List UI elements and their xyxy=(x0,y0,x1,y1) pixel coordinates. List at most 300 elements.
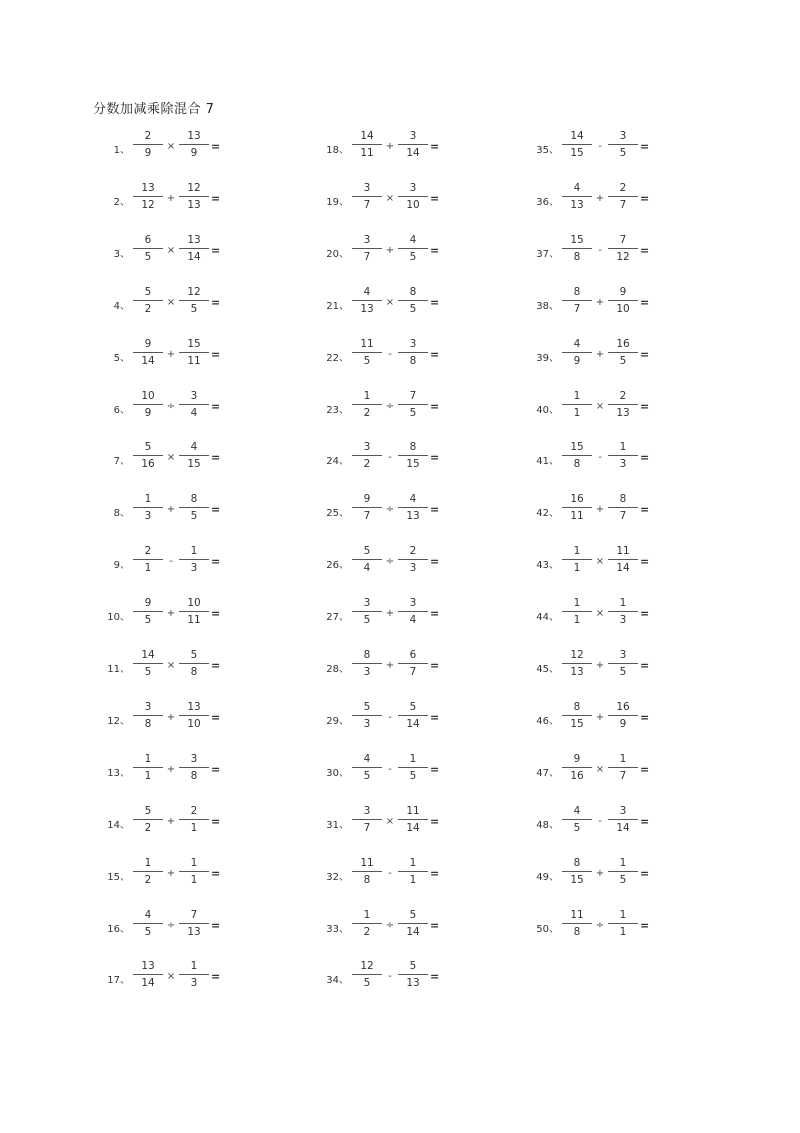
numerator: 2 xyxy=(179,805,209,820)
numerator: 11 xyxy=(352,338,382,353)
equals-sign: = xyxy=(211,710,221,724)
denominator: 3 xyxy=(619,458,627,471)
denominator: 12 xyxy=(616,250,630,263)
numerator: 1 xyxy=(352,390,382,405)
denominator: 5 xyxy=(363,769,371,782)
denominator: 1 xyxy=(190,821,198,834)
equals-sign: = xyxy=(640,347,650,361)
problem-number: 33 、 xyxy=(315,920,349,935)
denominator: 14 xyxy=(141,354,155,367)
denominator: 1 xyxy=(619,925,627,938)
equals-sign: = xyxy=(640,555,650,569)
denominator: 1 xyxy=(190,873,198,886)
problem-item xyxy=(96,338,256,372)
problem-number: 27 、 xyxy=(315,608,349,623)
numerator: 12 xyxy=(352,960,382,975)
denominator: 14 xyxy=(406,925,420,938)
second-fraction xyxy=(179,597,209,628)
numerator: 4 xyxy=(352,286,382,301)
problem-number: 12 、 xyxy=(96,712,130,727)
operator-sign: + xyxy=(166,867,176,879)
problem-item xyxy=(96,493,256,527)
equals-sign: = xyxy=(430,191,440,205)
problem-item xyxy=(96,441,256,475)
problem-number: 38 、 xyxy=(525,297,559,312)
problem-item xyxy=(315,338,475,372)
denominator: 7 xyxy=(363,821,371,834)
second-fraction xyxy=(179,909,209,940)
equals-sign: = xyxy=(430,295,440,309)
equals-sign: = xyxy=(211,866,221,880)
equals-sign: = xyxy=(211,607,221,621)
operator-sign: ÷ xyxy=(385,400,395,412)
numerator: 4 xyxy=(398,234,428,249)
second-fraction xyxy=(608,234,638,265)
equals-sign: = xyxy=(211,555,221,569)
denominator: 5 xyxy=(573,821,581,834)
numerator: 2 xyxy=(608,390,638,405)
second-fraction xyxy=(608,649,638,680)
denominator: 5 xyxy=(619,354,627,367)
problem-item xyxy=(315,493,475,527)
problem-number: 49 、 xyxy=(525,868,559,883)
denominator: 13 xyxy=(360,302,374,315)
operator-sign: - xyxy=(388,971,392,983)
operator-sign: - xyxy=(169,556,173,568)
equals-sign: = xyxy=(211,918,221,932)
numerator: 8 xyxy=(398,286,428,301)
problem-number: 4 、 xyxy=(96,297,130,312)
numerator: 13 xyxy=(179,701,209,716)
denominator: 5 xyxy=(619,873,627,886)
operator-sign: ÷ xyxy=(595,919,605,931)
numerator: 9 xyxy=(133,597,163,612)
denominator: 7 xyxy=(363,510,371,523)
first-fraction xyxy=(352,753,382,784)
first-fraction xyxy=(562,441,592,472)
numerator: 11 xyxy=(562,909,592,924)
numerator: 2 xyxy=(133,130,163,145)
denominator: 2 xyxy=(363,925,371,938)
denominator: 5 xyxy=(363,614,371,627)
second-fraction xyxy=(608,909,638,940)
equals-sign: = xyxy=(211,243,221,257)
equals-sign: = xyxy=(430,659,440,672)
first-fraction xyxy=(562,338,592,369)
first-fraction xyxy=(133,649,163,680)
equals-sign: = xyxy=(640,866,650,880)
numerator: 13 xyxy=(179,234,209,249)
denominator: 2 xyxy=(144,821,152,834)
first-fraction xyxy=(133,597,163,628)
operator-sign: ÷ xyxy=(166,919,176,931)
problem-number: 25 、 xyxy=(315,504,349,519)
first-fraction xyxy=(133,441,163,472)
denominator: 1 xyxy=(144,769,152,782)
operator-sign: + xyxy=(595,711,605,723)
denominator: 8 xyxy=(573,925,581,938)
operator-sign: × xyxy=(385,296,395,308)
denominator: 3 xyxy=(409,562,417,575)
equals-sign: = xyxy=(640,710,650,724)
problem-item xyxy=(525,753,685,787)
denominator: 16 xyxy=(141,458,155,471)
numerator: 15 xyxy=(562,441,592,456)
first-fraction xyxy=(352,338,382,369)
numerator: 15 xyxy=(562,234,592,249)
second-fraction xyxy=(608,286,638,317)
problem-number: 11 、 xyxy=(96,660,130,675)
second-fraction xyxy=(179,857,209,888)
first-fraction xyxy=(352,649,382,680)
denominator: 14 xyxy=(141,977,155,990)
denominator: 5 xyxy=(619,666,627,678)
problem-item xyxy=(96,545,256,579)
second-fraction xyxy=(398,753,428,784)
denominator: 7 xyxy=(409,666,417,678)
denominator: 5 xyxy=(144,666,152,678)
problem-item xyxy=(525,441,685,475)
equals-sign: = xyxy=(640,762,650,776)
problem-number: 8 、 xyxy=(96,504,130,519)
problem-number: 35 、 xyxy=(525,141,559,156)
second-fraction xyxy=(608,130,638,161)
second-fraction xyxy=(179,753,209,784)
numerator: 14 xyxy=(352,130,382,145)
equals-sign: = xyxy=(430,451,440,465)
numerator: 1 xyxy=(562,390,592,405)
second-fraction xyxy=(608,545,638,576)
problem-number: 24 、 xyxy=(315,452,349,467)
problem-number: 36 、 xyxy=(525,193,559,208)
numerator: 2 xyxy=(608,182,638,197)
operator-sign: - xyxy=(388,452,392,464)
numerator: 1 xyxy=(608,597,638,612)
denominator: 3 xyxy=(619,614,627,627)
numerator: 16 xyxy=(608,701,638,716)
first-fraction xyxy=(352,493,382,524)
numerator: 9 xyxy=(608,286,638,301)
operator-sign: × xyxy=(166,452,176,464)
denominator: 14 xyxy=(616,562,630,575)
denominator: 13 xyxy=(616,406,630,419)
numerator: 9 xyxy=(562,753,592,768)
first-fraction xyxy=(352,390,382,421)
first-fraction xyxy=(352,909,382,940)
problem-item xyxy=(525,234,685,268)
numerator: 5 xyxy=(133,286,163,301)
equals-sign: = xyxy=(640,451,650,465)
denominator: 11 xyxy=(570,510,584,523)
second-fraction xyxy=(179,493,209,524)
problem-item xyxy=(525,909,685,943)
equals-sign: = xyxy=(211,814,221,828)
first-fraction xyxy=(133,960,163,991)
denominator: 9 xyxy=(190,147,198,159)
problem-number: 21 、 xyxy=(315,297,349,312)
problem-item xyxy=(525,493,685,527)
problem-number: 17 、 xyxy=(96,971,130,986)
problem-number: 46 、 xyxy=(525,712,559,727)
denominator: 3 xyxy=(363,666,371,678)
equals-sign: = xyxy=(430,918,440,932)
second-fraction xyxy=(179,649,209,680)
numerator: 1 xyxy=(352,909,382,924)
problem-item xyxy=(96,390,256,424)
numerator: 7 xyxy=(179,909,209,924)
numerator: 1 xyxy=(398,857,428,872)
first-fraction xyxy=(352,130,382,161)
second-fraction xyxy=(608,338,638,369)
numerator: 3 xyxy=(352,234,382,249)
first-fraction xyxy=(562,753,592,784)
numerator: 3 xyxy=(608,805,638,820)
numerator: 1 xyxy=(608,857,638,872)
problem-item xyxy=(315,753,475,787)
second-fraction xyxy=(179,338,209,369)
second-fraction xyxy=(179,805,209,836)
denominator: 15 xyxy=(406,458,420,471)
operator-sign: × xyxy=(595,400,605,412)
problem-item xyxy=(315,390,475,424)
equals-sign: = xyxy=(430,503,440,517)
equals-sign: = xyxy=(430,607,440,621)
operator-sign: × xyxy=(166,660,176,671)
operator-sign: + xyxy=(595,867,605,879)
first-fraction xyxy=(133,753,163,784)
second-fraction xyxy=(179,390,209,421)
numerator: 11 xyxy=(608,545,638,560)
problem-item xyxy=(315,182,475,216)
denominator: 7 xyxy=(619,769,627,782)
problem-item xyxy=(525,649,685,683)
numerator: 5 xyxy=(398,960,428,975)
numerator: 8 xyxy=(562,857,592,872)
operator-sign: + xyxy=(166,348,176,360)
problem-item xyxy=(315,234,475,268)
second-fraction xyxy=(398,286,428,317)
first-fraction xyxy=(562,649,592,680)
problem-number: 34 、 xyxy=(315,971,349,986)
operator-sign: + xyxy=(385,608,395,620)
denominator: 1 xyxy=(573,406,581,419)
numerator: 3 xyxy=(398,597,428,612)
problem-item xyxy=(525,286,685,320)
operator-sign: - xyxy=(598,244,602,256)
problem-number: 15 、 xyxy=(96,868,130,883)
second-fraction xyxy=(179,545,209,576)
numerator: 11 xyxy=(352,857,382,872)
numerator: 6 xyxy=(398,649,428,664)
denominator: 4 xyxy=(190,406,198,419)
numerator: 4 xyxy=(179,441,209,456)
equals-sign: = xyxy=(211,762,221,776)
first-fraction xyxy=(562,545,592,576)
denominator: 7 xyxy=(619,510,627,523)
problem-number: 39 、 xyxy=(525,349,559,364)
denominator: 8 xyxy=(363,873,371,886)
denominator: 13 xyxy=(187,198,201,211)
operator-sign: - xyxy=(388,763,392,775)
first-fraction xyxy=(562,234,592,265)
numerator: 3 xyxy=(608,130,638,145)
denominator: 5 xyxy=(144,250,152,263)
equals-sign: = xyxy=(430,762,440,776)
operator-sign: × xyxy=(595,608,605,620)
denominator: 5 xyxy=(144,614,152,627)
numerator: 1 xyxy=(562,545,592,560)
problem-item xyxy=(525,701,685,735)
problem-item xyxy=(315,649,475,683)
numerator: 3 xyxy=(398,338,428,353)
numerator: 9 xyxy=(133,338,163,353)
problem-item xyxy=(525,182,685,216)
problem-item xyxy=(96,753,256,787)
operator-sign: + xyxy=(166,608,176,620)
numerator: 2 xyxy=(398,545,428,560)
numerator: 7 xyxy=(608,234,638,249)
numerator: 13 xyxy=(133,960,163,975)
second-fraction xyxy=(398,960,428,991)
operator-sign: ÷ xyxy=(385,504,395,516)
denominator: 3 xyxy=(144,510,152,523)
equals-sign: = xyxy=(430,140,440,153)
first-fraction xyxy=(562,597,592,628)
equals-sign: = xyxy=(640,399,650,413)
denominator: 2 xyxy=(144,873,152,886)
equals-sign: = xyxy=(430,399,440,413)
problem-number: 44 、 xyxy=(525,608,559,623)
problem-item xyxy=(315,960,475,994)
first-fraction xyxy=(133,493,163,524)
first-fraction xyxy=(352,805,382,836)
numerator: 1 xyxy=(179,545,209,560)
second-fraction xyxy=(608,390,638,421)
numerator: 1 xyxy=(133,493,163,508)
first-fraction xyxy=(133,338,163,369)
second-fraction xyxy=(179,441,209,472)
problem-item xyxy=(315,441,475,475)
operator-sign: - xyxy=(598,815,602,827)
numerator: 12 xyxy=(562,649,592,664)
second-fraction xyxy=(608,857,638,888)
operator-sign: + xyxy=(595,348,605,360)
denominator: 13 xyxy=(570,198,584,211)
equals-sign: = xyxy=(430,555,440,569)
denominator: 8 xyxy=(144,717,152,730)
operator-sign: + xyxy=(166,711,176,723)
equals-sign: = xyxy=(211,399,221,413)
numerator: 4 xyxy=(562,805,592,820)
problem-item xyxy=(525,545,685,579)
numerator: 1 xyxy=(608,753,638,768)
denominator: 14 xyxy=(616,821,630,834)
numerator: 3 xyxy=(398,182,428,197)
problem-item xyxy=(96,649,256,683)
equals-sign: = xyxy=(211,191,221,205)
first-fraction xyxy=(562,701,592,732)
operator-sign: ÷ xyxy=(385,556,395,568)
second-fraction xyxy=(608,753,638,784)
second-fraction xyxy=(398,130,428,161)
denominator: 3 xyxy=(190,977,198,990)
problem-number: 10 、 xyxy=(96,608,130,623)
problem-number: 43 、 xyxy=(525,556,559,571)
numerator: 4 xyxy=(562,182,592,197)
second-fraction xyxy=(398,338,428,369)
denominator: 10 xyxy=(187,717,201,730)
numerator: 4 xyxy=(398,493,428,508)
numerator: 8 xyxy=(562,701,592,716)
problem-number: 22 、 xyxy=(315,349,349,364)
problem-item xyxy=(525,597,685,631)
first-fraction xyxy=(133,701,163,732)
numerator: 3 xyxy=(352,441,382,456)
equals-sign: = xyxy=(430,243,440,257)
problem-number: 16 、 xyxy=(96,920,130,935)
operator-sign: × xyxy=(595,763,605,775)
denominator: 5 xyxy=(409,250,417,263)
problem-number: 40 、 xyxy=(525,401,559,416)
operator-sign: × xyxy=(385,192,395,204)
second-fraction xyxy=(179,234,209,265)
operator-sign: ÷ xyxy=(166,400,176,412)
numerator: 5 xyxy=(398,701,428,716)
problem-number: 6 、 xyxy=(96,401,130,416)
first-fraction xyxy=(562,493,592,524)
first-fraction xyxy=(562,182,592,213)
operator-sign: ÷ xyxy=(385,919,395,931)
first-fraction xyxy=(352,182,382,213)
operator-sign: + xyxy=(385,660,395,671)
second-fraction xyxy=(398,545,428,576)
second-fraction xyxy=(398,234,428,265)
denominator: 8 xyxy=(190,769,198,782)
problem-item xyxy=(315,286,475,320)
operator-sign: × xyxy=(595,556,605,568)
denominator: 5 xyxy=(190,510,198,523)
equals-sign: = xyxy=(640,607,650,621)
numerator: 1 xyxy=(179,857,209,872)
numerator: 4 xyxy=(352,753,382,768)
first-fraction xyxy=(133,909,163,940)
denominator: 5 xyxy=(190,302,198,315)
problem-number: 47 、 xyxy=(525,764,559,779)
problem-number: 18 、 xyxy=(315,141,349,156)
denominator: 2 xyxy=(363,406,371,419)
numerator: 3 xyxy=(352,597,382,612)
denominator: 2 xyxy=(363,458,371,471)
numerator: 1 xyxy=(179,960,209,975)
denominator: 5 xyxy=(363,977,371,990)
numerator: 3 xyxy=(398,130,428,145)
problem-item xyxy=(525,857,685,891)
problem-number: 28 、 xyxy=(315,660,349,675)
numerator: 4 xyxy=(562,338,592,353)
numerator: 5 xyxy=(133,441,163,456)
first-fraction xyxy=(562,857,592,888)
denominator: 9 xyxy=(573,354,581,367)
equals-sign: = xyxy=(640,295,650,309)
equals-sign: = xyxy=(430,866,440,880)
operator-sign: + xyxy=(385,141,395,152)
operator-sign: + xyxy=(595,192,605,204)
denominator: 15 xyxy=(570,873,584,886)
problem-item xyxy=(96,960,256,994)
second-fraction xyxy=(179,286,209,317)
problem-item xyxy=(96,597,256,631)
denominator: 11 xyxy=(187,614,201,627)
